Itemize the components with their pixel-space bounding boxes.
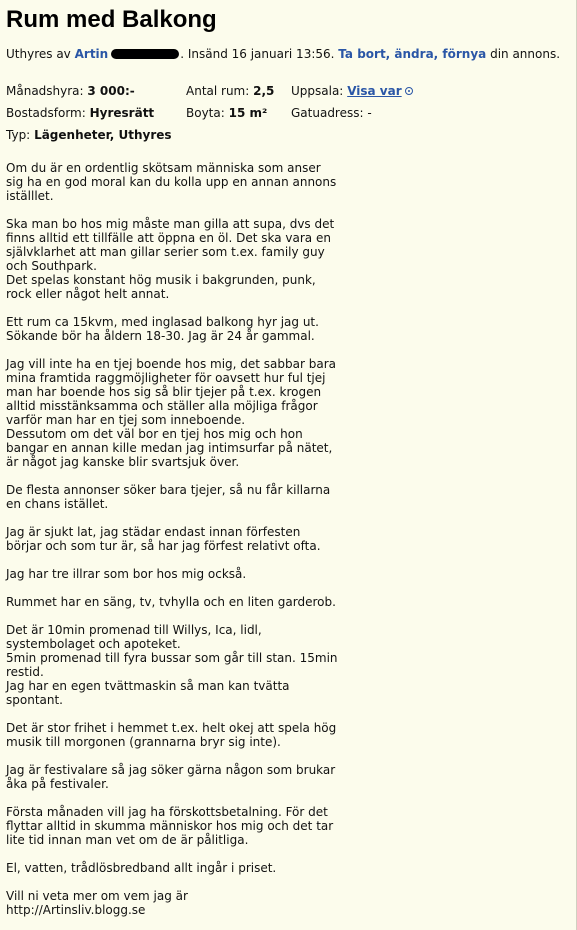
- description-text: Ett rum ca 15kvm, med inglasad balkong hyr jag ut. Sökande bör ha åldern 18-30. Jag är 24 år gammal.: [6, 315, 319, 343]
- ad-meta-line: [6, 47, 571, 61]
- facts-row-1: [6, 84, 571, 106]
- description-paragraph: [6, 525, 366, 553]
- fact-type: [6, 128, 172, 142]
- fact-address-label: Gatuadress:: [291, 106, 364, 120]
- fact-housing-value: Hyresrätt: [89, 106, 155, 120]
- description-text: Jag är festivalare så jag söker gärna någon som brukar åka på festivaler.: [6, 763, 336, 791]
- show-map-link[interactable]: Visa var: [347, 84, 402, 98]
- description-paragraph: [6, 483, 366, 511]
- fact-address-value: -: [367, 106, 372, 120]
- fact-type-value: Lägenheter, Uthyres: [34, 128, 172, 142]
- description-text: De flesta annonser söker bara tjejer, så nu får killarna en chans istället.: [6, 483, 331, 511]
- ad-facts: [6, 84, 571, 150]
- fact-area-label: Boyta:: [186, 106, 225, 120]
- description-text: Ska man bo hos mig måste man gilla att supa, dvs det finns alltid ett tillfälle att öppna en öl. Det ska vara en självklarhet att man gillar serier som t.ex. family guy och Southpark. Det spelas konstant hög musik i bakgrunden, punk, rock eller något helt annat.: [6, 217, 335, 301]
- fact-area-value: 15 m²: [228, 106, 268, 120]
- description-text: Första månaden vill jag ha förskottsbetalning. För det flyttar alltid in skumma människor hos mig och det tar lite tid innan man vet om de är pålitliga.: [6, 805, 334, 847]
- description-paragraph: [6, 357, 366, 469]
- description-paragraph: [6, 889, 366, 917]
- description-paragraph: [6, 595, 366, 609]
- description-paragraph: [6, 217, 366, 301]
- description-text: El, vatten, trådlösbredband allt ingår i priset.: [6, 861, 277, 875]
- fact-area: [186, 106, 267, 120]
- facts-row-3: [6, 128, 571, 150]
- description-text: Det är stor frihet i hemmet t.ex. helt okej att spela hög musik till morgonen (grannarna bryr sig inte).: [6, 721, 337, 749]
- fact-housing-label: Bostadsform:: [6, 106, 86, 120]
- fact-address: [291, 106, 372, 120]
- meta-prefix: Uthyres av: [6, 47, 71, 61]
- description-paragraph: [6, 763, 366, 791]
- fact-location: [291, 84, 413, 98]
- fact-rent-value: 3 000:-: [87, 84, 135, 98]
- description-text: Det är 10min promenad till Willys, Ica, lidl, systembolaget och apoteket. 5min promenad till fyra bussar som går till stan. 15min restid. Jag har en egen tvättmaskin så man kan tvätta spontant.: [6, 623, 338, 707]
- author-link[interactable]: Artin: [74, 47, 109, 61]
- description-paragraph: [6, 721, 366, 749]
- description-paragraph: [6, 315, 366, 343]
- description-text: Jag har tre illrar som bor hos mig också.: [6, 567, 247, 581]
- fact-type-label: Typ:: [6, 128, 31, 142]
- edit-ad-link[interactable]: Ta bort, ändra, förnya: [338, 47, 487, 61]
- fact-rooms-value: 2,5: [253, 84, 275, 98]
- description-paragraph: [6, 567, 366, 581]
- fact-rooms: [186, 84, 274, 98]
- facts-row-2: [6, 106, 571, 128]
- fact-rooms-label: Antal rum:: [186, 84, 250, 98]
- description-paragraph: [6, 861, 366, 875]
- description-paragraph: [6, 805, 366, 847]
- posted-date: . Insänd 16 januari 13:56.: [180, 47, 335, 61]
- description-paragraph: [6, 623, 366, 707]
- description-paragraph: [6, 161, 366, 203]
- fact-rent: [6, 84, 135, 98]
- description-text: Rummet har en säng, tv, tvhylla och en liten garderob.: [6, 595, 336, 609]
- description-text: Jag vill inte ha en tjej boende hos mig, det sabbar bara mina framtida raggmöjligheter för oavsett hur ful tjej man har boende hos sig så blir tjejer på t.ex. krogen alltid misstänksamma och ställer alla möjliga frågor varför man har en tjej som inneboende. Dessutom om det väl bor en tjej hos mig och hon bangar en annan kille medan jag intimsurfar på nätet, är något jag kanske blir svartsjuk över.: [6, 357, 336, 469]
- ad-title: Rum med Balkong: [6, 6, 217, 33]
- description-text: Om du är en ordentlig skötsam människa som anser sig ha en god moral kan du kolla upp en annan annons iställlet.: [6, 161, 337, 203]
- map-target-icon[interactable]: [405, 87, 413, 95]
- fact-rent-label: Månadshyra:: [6, 84, 84, 98]
- redaction-bar: [111, 49, 179, 59]
- fact-housing: [6, 106, 154, 120]
- description-text: Jag är sjukt lat, jag städar endast innan förfesten börjar och som tur är, så har jag förfest relativt ofta.: [6, 525, 321, 553]
- description-text: Vill ni veta mer om vem jag är http://Artinsliv.blogg.se: [6, 889, 188, 917]
- fact-location-label: Uppsala:: [291, 84, 344, 98]
- ad-description: [6, 161, 366, 917]
- meta-suffix: din annons.: [490, 47, 561, 61]
